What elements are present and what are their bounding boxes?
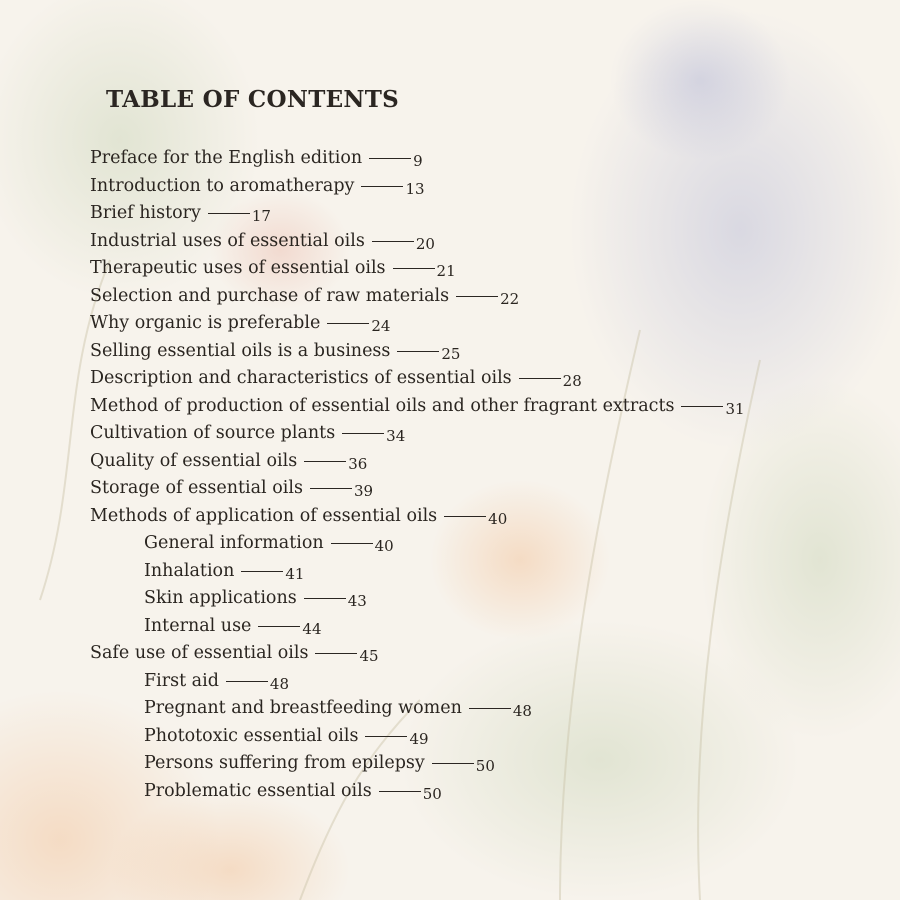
page-title: TABLE OF CONTENTS — [106, 86, 400, 113]
toc-entry-page-number: 41 — [285, 564, 305, 583]
leader-line — [681, 406, 723, 407]
toc-entry-page-number: 25 — [441, 344, 461, 363]
toc-entry[interactable] — [90, 695, 745, 723]
toc-entry-title: Quality of essential oils — [90, 450, 298, 471]
toc-entry-page-number: 24 — [371, 317, 391, 335]
toc-entry-page-number: 48 — [269, 674, 290, 693]
toc-entry-title: Method of production of essential oils and other fragrant extracts — [90, 395, 675, 416]
toc-entry-title: Persons suffering from epilepsy — [144, 753, 425, 773]
toc-entry-page-number: 36 — [348, 454, 368, 473]
toc-entry-title: Safe use of essential oils — [90, 643, 309, 663]
toc-entry-title: Industrial uses of essential oils — [90, 230, 365, 251]
toc-entry[interactable] — [90, 310, 745, 338]
toc-entry-title: Introduction to aromatherapy — [90, 175, 355, 196]
toc-entry[interactable] — [90, 778, 745, 806]
toc-entry[interactable] — [90, 668, 745, 696]
toc-entry-page-number: 9 — [413, 152, 423, 170]
leader-line — [331, 543, 373, 544]
leader-line — [226, 681, 268, 682]
toc-entry-page-number: 39 — [353, 482, 374, 500]
toc-entry-title: Why organic is preferable — [90, 313, 321, 333]
toc-entry[interactable] — [90, 585, 745, 613]
leader-line — [304, 461, 346, 462]
toc-entry[interactable] — [90, 475, 745, 503]
leader-line — [432, 763, 474, 764]
toc-entry-page-number: 13 — [405, 179, 425, 198]
toc-entry-page-number: 17 — [251, 207, 271, 225]
toc-entry-page-number: 50 — [422, 784, 442, 803]
leader-line — [258, 626, 300, 627]
toc-entry-title: Pregnant and breastfeeding women — [144, 698, 462, 718]
toc-entry-title: Preface for the English edition — [90, 148, 363, 168]
leader-line — [208, 213, 250, 214]
toc-entry[interactable] — [90, 750, 745, 778]
toc-entry[interactable] — [90, 173, 745, 201]
leader-line — [342, 433, 384, 434]
toc-entry[interactable] — [90, 613, 745, 641]
toc-entry-title: Brief history — [90, 203, 201, 223]
toc-entry-title: Cultivation of source plants — [90, 423, 336, 443]
toc-entry[interactable] — [90, 255, 745, 283]
toc-entry[interactable] — [90, 283, 745, 311]
toc-entry[interactable] — [90, 503, 745, 531]
toc-entry-page-number: 40 — [488, 509, 508, 528]
leader-line — [327, 323, 369, 324]
toc-entry[interactable] — [90, 393, 745, 421]
toc-entry[interactable] — [90, 228, 745, 256]
toc-entry-page-number: 40 — [374, 537, 394, 555]
leader-line — [365, 736, 407, 737]
toc-entry-title: First aid — [144, 670, 219, 691]
toc-entry-page-number: 34 — [386, 427, 406, 445]
toc-entry[interactable] — [90, 338, 745, 366]
leader-line — [369, 158, 411, 159]
toc-entry-title: General information — [144, 533, 324, 553]
toc-entry-title: Description and characteristics of essential oils — [90, 368, 512, 388]
toc-entry-title: Therapeutic uses of essential oils — [90, 258, 386, 278]
toc-entry-title: Selling essential oils is a business — [90, 340, 391, 361]
toc-entry-title: Skin applications — [144, 588, 297, 608]
leader-line — [379, 791, 421, 792]
leader-line — [456, 296, 498, 297]
toc-entry-page-number: 20 — [415, 234, 435, 253]
toc-entry[interactable] — [90, 365, 745, 393]
toc-entry[interactable] — [90, 448, 745, 476]
leader-line — [397, 351, 439, 352]
toc-entry-page-number: 44 — [302, 619, 322, 638]
leader-line — [519, 378, 561, 379]
toc-entry[interactable] — [90, 558, 745, 586]
toc-entry-page-number: 31 — [725, 399, 745, 418]
toc-entry-title: Storage of essential oils — [90, 478, 303, 498]
toc-entry-page-number: 22 — [500, 289, 520, 308]
toc-entry[interactable] — [90, 200, 745, 228]
toc-entry-page-number: 21 — [436, 262, 456, 280]
toc-entry-page-number: 43 — [347, 592, 367, 610]
leader-line — [372, 241, 414, 242]
toc-entry-title: Methods of application of essential oils — [90, 505, 438, 526]
leader-line — [304, 598, 346, 599]
leader-line — [393, 268, 435, 269]
leader-line — [469, 708, 511, 709]
toc-entry-page-number: 45 — [359, 647, 379, 665]
toc-entry-title: Problematic essential oils — [144, 780, 372, 801]
leader-line — [444, 516, 486, 517]
toc-list — [90, 145, 745, 805]
toc-entry[interactable] — [90, 420, 745, 448]
toc-entry-title: Internal use — [144, 615, 252, 636]
leader-line — [310, 488, 352, 489]
toc-entry-title: Inhalation — [144, 560, 235, 581]
toc-entry[interactable] — [90, 723, 745, 751]
leader-line — [361, 186, 403, 187]
toc-entry-title: Selection and purchase of raw materials — [90, 285, 450, 306]
toc-entry-page-number: 50 — [475, 757, 495, 775]
toc-entry-page-number: 48 — [512, 702, 532, 720]
leader-line — [315, 653, 357, 654]
toc-entry[interactable] — [90, 640, 745, 668]
toc-entry-title: Phototoxic essential oils — [144, 725, 359, 746]
toc-entry-page-number: 49 — [409, 729, 429, 748]
toc-entry[interactable] — [90, 145, 745, 173]
toc-entry-page-number: 28 — [562, 372, 582, 390]
toc-entry[interactable] — [90, 530, 745, 558]
leader-line — [241, 571, 283, 572]
